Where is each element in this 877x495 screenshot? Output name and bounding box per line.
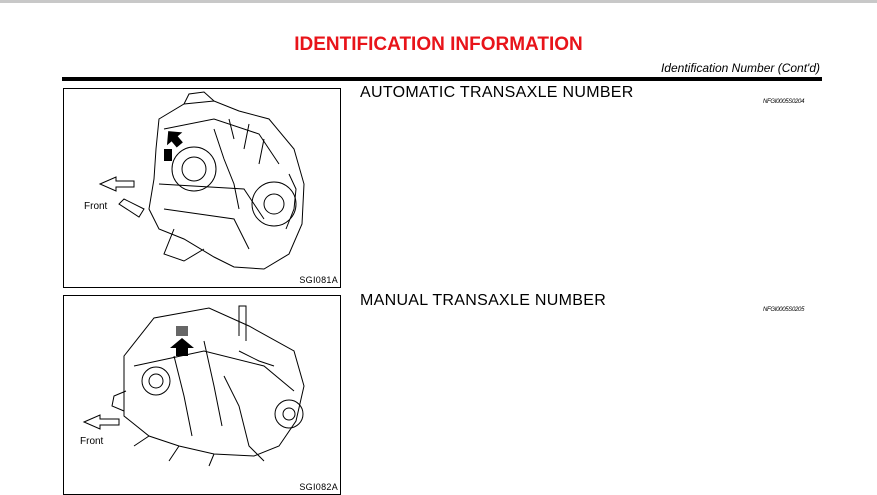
reference-code: NFGI0005S0205 [763, 307, 805, 313]
automatic-transaxle-figure [63, 88, 341, 288]
manual-transaxle-figure [63, 295, 341, 495]
manual-transaxle-illustration [64, 296, 340, 494]
header-rule [62, 77, 822, 81]
manual-transaxle-heading: MANUAL TRANSAXLE NUMBER [360, 292, 607, 309]
figure-code: SGI082A [299, 482, 338, 492]
reference-code: NFGI0005S0204 [763, 99, 805, 105]
page-subtitle: Identification Number (Cont'd) [660, 61, 820, 75]
front-label: Front [84, 201, 108, 212]
figure-code: SGI081A [299, 275, 338, 285]
page-title: IDENTIFICATION INFORMATION [294, 34, 583, 55]
page-top-border [0, 0, 877, 3]
automatic-transaxle-heading: AUTOMATIC TRANSAXLE NUMBER [360, 84, 634, 101]
front-label: Front [80, 436, 104, 447]
automatic-transaxle-illustration [64, 89, 340, 287]
